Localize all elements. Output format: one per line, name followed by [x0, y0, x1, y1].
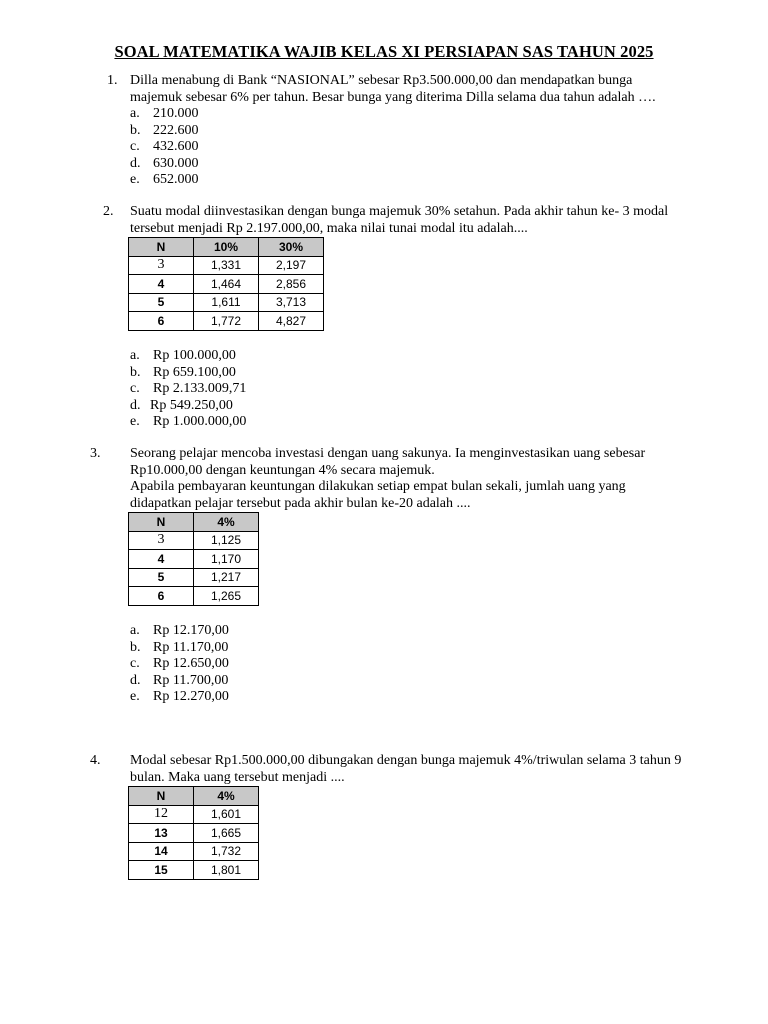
question-line: majemuk sebesar 6% per tahun. Besar bunga yang diterima Dilla selama dua tahun adalah ….: [130, 89, 656, 105]
question-line: bulan. Maka uang tersebut menjadi ....: [130, 769, 345, 785]
option-b: b. Rp 11.170,00: [130, 639, 229, 655]
option-c: c. 432.600: [130, 139, 199, 154]
table-row: 4 1,464 2,856: [129, 275, 324, 294]
option-a: a. Rp 100.000,00: [130, 348, 236, 363]
option-c: c. Rp 12.650,00: [130, 656, 229, 671]
question-number: 1.: [107, 73, 118, 88]
table-header: 4%: [194, 513, 259, 532]
table-header: N: [129, 238, 194, 257]
option-b: b. 222.600: [130, 122, 199, 138]
table-row: 3 1,331 2,197: [129, 256, 324, 275]
interest-table: [128, 786, 259, 880]
question-text: [130, 753, 690, 786]
table-row: 5 1,217: [129, 568, 259, 587]
question-number: 2.: [103, 204, 114, 219]
option-c: c. Rp 2.133.009,71: [130, 381, 247, 396]
question-line: Modal sebesar Rp1.500.000,00 dibungakan dengan bunga majemuk 4%/triwulan selama 3 tahun 9: [130, 753, 682, 768]
question-number: 4.: [90, 753, 101, 768]
page-title: SOAL MATEMATIKA WAJIB KELAS XI PERSIAPAN SAS TAHUN 2025: [114, 42, 654, 61]
table-row: 3 1,125: [129, 531, 259, 550]
interest-table: [128, 512, 259, 606]
question-text: [130, 446, 690, 512]
table-header: N: [129, 513, 194, 532]
table-row: 6 1,265: [129, 587, 259, 606]
table-row: 15 1,801: [129, 861, 259, 880]
question-line: Rp10.000,00 dengan keuntungan 4% secara majemuk.: [130, 462, 435, 478]
option-a: a. Rp 12.170,00: [130, 623, 229, 638]
option-d: d. 630.000: [130, 155, 199, 171]
question-line: didapatkan pelajar tersebut pada akhir bulan ke-20 adalah ....: [130, 495, 471, 511]
question-line: tersebut menjadi Rp 2.197.000,00, maka nilai tunai modal itu adalah....: [130, 220, 528, 236]
option-a: a. 210.000: [130, 106, 199, 121]
table-row: 14 1,732: [129, 842, 259, 861]
question-number: 3.: [90, 446, 101, 461]
table-header: 30%: [259, 238, 324, 257]
question-line: Apabila pembayaran keuntungan dilakukan setiap empat bulan sekali, jumlah uang yang: [130, 479, 626, 494]
question-line: Suatu modal diinvestasikan dengan bunga majemuk 30% setahun. Pada akhir tahun ke- 3 modal: [130, 204, 669, 219]
table-header: N: [129, 787, 194, 806]
question-text: [130, 73, 690, 106]
interest-table: [128, 237, 324, 331]
question-line: Seorang pelajar mencoba investasi dengan uang sakunya. Ia menginvestasikan uang sebesar: [130, 446, 646, 461]
option-d: d. Rp 11.700,00: [130, 672, 229, 688]
question-text: [130, 204, 690, 237]
option-d: d. Rp 549.250,00: [130, 397, 233, 413]
answer-options: [130, 623, 229, 706]
table-header: 4%: [194, 787, 259, 806]
option-b: b. Rp 659.100,00: [130, 364, 236, 380]
table-row: 12 1,601: [129, 805, 259, 824]
table-row: 13 1,665: [129, 824, 259, 843]
table-header: 10%: [194, 238, 259, 257]
table-row: 5 1,611 3,713: [129, 293, 324, 312]
answer-options: [130, 106, 199, 189]
question-line: Dilla menabung di Bank “NASIONAL” sebesar Rp3.500.000,00 dan mendapatkan bunga: [130, 73, 633, 88]
option-e: e. Rp 12.270,00: [130, 689, 229, 704]
option-e: e. Rp 1.000.000,00: [130, 414, 247, 429]
answer-options: [130, 348, 246, 431]
table-row: 4 1,170: [129, 550, 259, 569]
table-row: 6 1,772 4,827: [129, 312, 324, 331]
option-e: e. 652.000: [130, 172, 199, 187]
